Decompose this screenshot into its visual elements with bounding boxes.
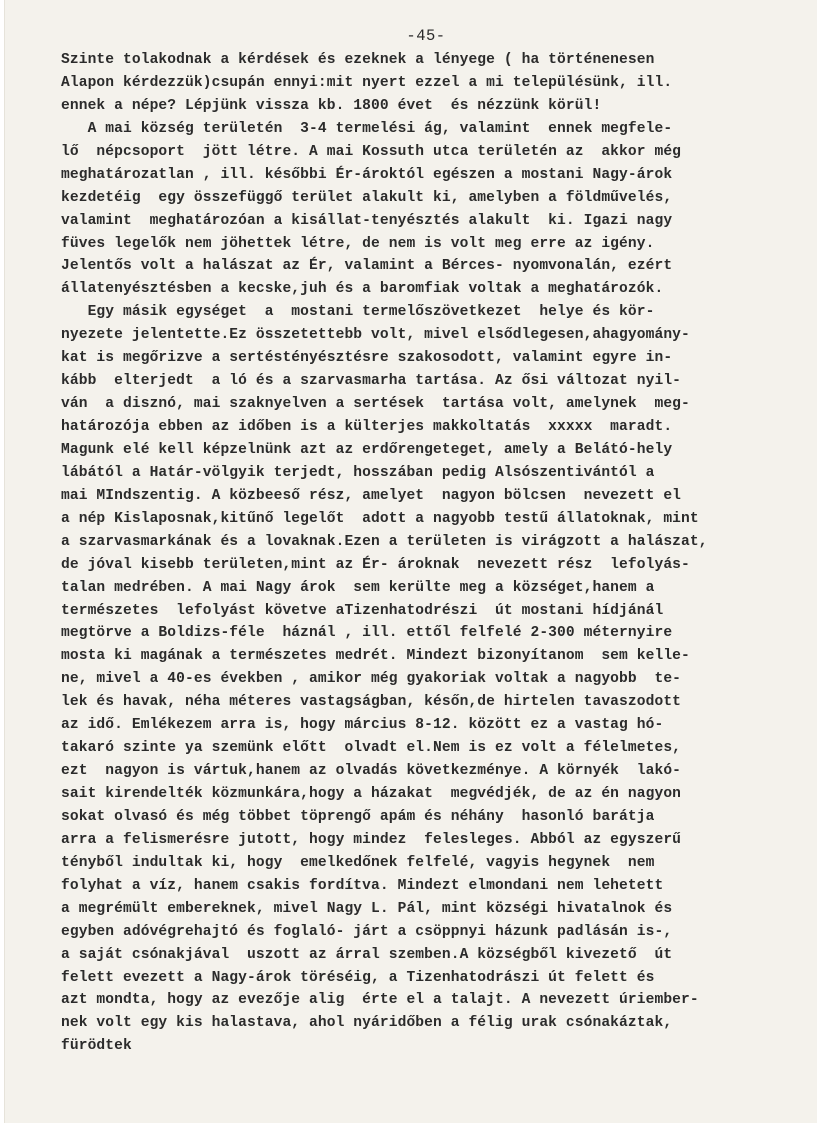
text-line: Alapon kérdezzük)csupán ennyi:mit nyert ezzel a mi településünk, ill. [61, 74, 673, 91]
text-line: arra a felismerésre jutott, hogy mindez felesleges. Abból az egyszerű [61, 831, 682, 848]
text-line: sokat olvasó és még többet töprengő apám és néhány hasonló barátja [61, 808, 655, 825]
text-line: tényből indultak ki, hogy emelkedőnek felfelé, vagyis hegynek nem [61, 854, 655, 871]
text-line: meghatározatlan , ill. későbbi Ér-ároktól egészen a mostani Nagy-árok [61, 166, 673, 183]
text-line: Szinte tolakodnak a kérdések és ezeknek a lényege ( ha történenesen [61, 52, 655, 68]
text-line: A mai község területén 3-4 termelési ág, valamint ennek megfele- [61, 120, 673, 137]
text-line: nyezete jelentette.Ez összetettebb volt, mivel elsődlegesen,ahagyomány- [61, 327, 690, 344]
text-line: ván a disznó, mai szaknyelven a sertések tartása volt, amelynek meg- [61, 396, 690, 413]
text-line: állatenyésztésben a kecske,juh és a baromfiak voltak a meghatározók. [61, 281, 664, 298]
text-line: talan medrében. A mai Nagy árok sem kerülte meg a községet,hanem a [61, 579, 655, 596]
text-line: határozója ebben az időben is a külterjes makkoltatás xxxxx maradt. [61, 419, 673, 435]
text-line: megtörve a Boldizs-féle háznál , ill. ettől felfelé 2-300 méternyire [61, 625, 673, 642]
text-line: folyhat a víz, hanem csakis fordítva. Mindezt elmondani nem lehetett [61, 877, 664, 894]
text-line: füves legelők nem jöhettek létre, de nem is volt meg erre az igény. [61, 235, 655, 252]
text-line: mai MIndszentig. A közbeeső rész, amelyet nagyon bölcsen nevezett el [61, 487, 682, 504]
text-line: takaró szinte ya szemünk előtt olvadt el.Nem is ez volt a félelmetes, [61, 740, 682, 757]
text-line: azt mondta, hogy az evezője alig érte el a talajt. A nevezett úriember- [61, 992, 699, 1009]
text-line: a szarvasmarkának és a lovaknak.Ezen a területen is virágzott a halászat, [61, 533, 708, 550]
text-line: ne, mivel a 40-es években , amikor még gyakoriak voltak a nagyobb te- [61, 671, 682, 688]
text-line: mosta ki magának a természetes medrét. Mindezt bizonyítanom sem kelle- [61, 648, 690, 665]
text-line: természetes lefolyást követve aTizenhatodrészi út mostani hídjánál [61, 602, 664, 619]
typewritten-text-body [61, 49, 781, 1058]
text-line: kezdetéig egy összefüggő terület alakult ki, amelyben a földművelés, [61, 189, 673, 206]
text-line: az idő. Emlékezem arra is, hogy március 8-12. között ez a vastag hó- [61, 717, 664, 734]
text-line: lek és havak, néha méteres vastagságban, későn,de hirtelen tavaszodott [61, 694, 682, 711]
text-line: kat is megőrizve a sertéstényésztésre szakosodott, valamint egyre in- [61, 350, 673, 367]
text-line: kább elterjedt a ló és a szarvasmarha tartása. Az ősi változat nyil- [61, 373, 682, 390]
text-line: fürödtek [61, 1038, 132, 1055]
text-line: felett evezett a Nagy-árok töréséig, a Tizenhatodrászi út felett és [61, 969, 655, 986]
text-line: a saját csónakjával uszott az árral szemben.A községből kivezető út [61, 946, 673, 963]
text-line: de jóval kisebb területen,mint az Ér- ároknak nevezett rész lefolyás- [61, 556, 690, 573]
text-line: lő népcsoport jött létre. A mai Kossuth utca területén az akkor még [61, 143, 682, 160]
text-line: a nép Kislaposnak,kitűnő legelőt adott a nagyobb testű állatoknak, mint [61, 510, 699, 527]
text-line: ennek a népe? Lépjünk vissza kb. 1800 évet és nézzünk körül! [61, 97, 602, 114]
text-line: Egy másik egységet a mostani termelőszövetkezet helye és kör- [61, 304, 655, 321]
text-line: Jelentős volt a halászat az Ér, valamint a Bérces- nyomvonalán, ezért [61, 258, 673, 275]
text-line: egyben adóvégrehajtó és foglaló- járt a csöppnyi házunk padlásán is-, [61, 923, 673, 940]
text-line: Magunk elé kell képzelnünk azt az erdőrengeteget, amely a Belátó-hely [61, 441, 673, 458]
text-line: a megrémült embereknek, mivel Nagy L. Pál, mint községi hivatalnok és [61, 900, 673, 917]
text-line: ezt nagyon is vártuk,hanem az olvadás következménye. A környék lakó- [61, 763, 682, 780]
text-line: lábától a Határ-völgyik terjedt, hosszában pedig Alsószentivántól a [61, 464, 655, 481]
text-line: nek volt egy kis halastava, ahol nyáridőben a félig urak csónakáztak, [61, 1015, 673, 1032]
page-number: -45- [406, 27, 446, 45]
text-line: sait kirendelték közmunkára,hogy a házakat megvédjék, de az én nagyon [61, 786, 682, 802]
document-page [4, 0, 817, 1123]
text-line: valamint meghatározóan a kisállat-tenyésztés alakult ki. Igazi nagy [61, 212, 673, 229]
